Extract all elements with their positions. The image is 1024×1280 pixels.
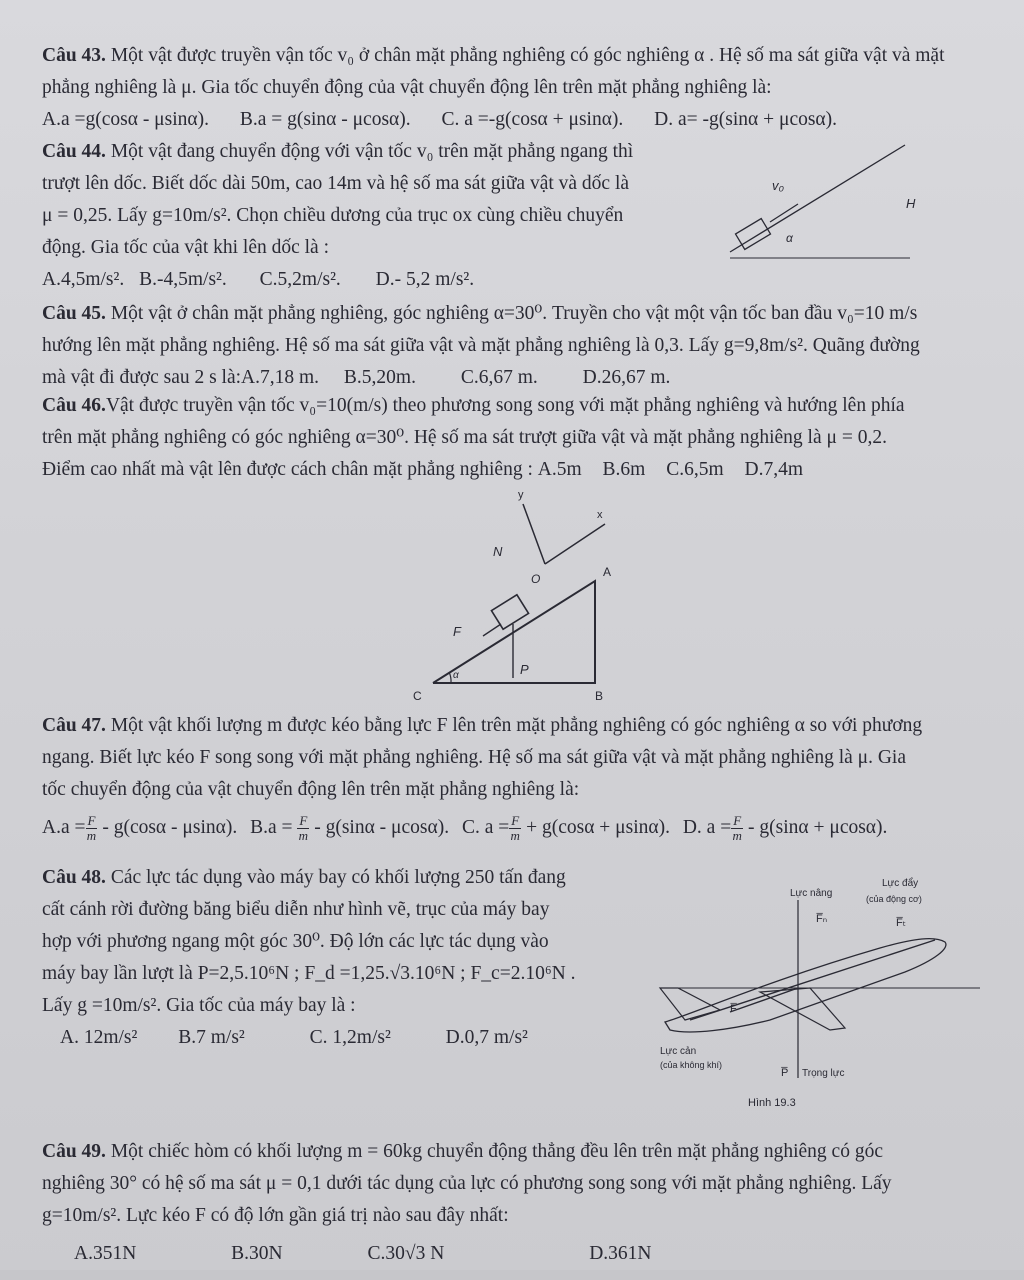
fraction-denominator: m	[298, 828, 309, 844]
option-b[interactable]: B.-4,5m/s².	[139, 269, 227, 290]
question-43-options	[42, 104, 984, 136]
option-c[interactable]: C.5,2m/s².	[259, 269, 341, 290]
drag-label: Lực cản	[660, 1046, 697, 1057]
point-c-label: C	[413, 689, 422, 703]
question-45-text-3: mà vật đi được sau 2 s là:	[42, 367, 242, 388]
question-44-text-4: động. Gia tốc của vật khi lên dốc là :	[42, 237, 329, 258]
option-b[interactable]	[250, 806, 449, 850]
question-48-text-3: hợp với phương ngang một góc 30⁰. Độ lớn các lực tác dụng vào	[42, 931, 549, 952]
fraction-numerator: F	[299, 813, 308, 829]
question-43-label: Câu 43.	[42, 45, 106, 66]
fraction	[297, 814, 309, 843]
question-47-text-1: Một vật khối lượng m được kéo bằng lực F lên trên mặt phẳng nghiêng có góc nghiêng α so với phương	[110, 715, 923, 736]
lift-label: Lực nâng	[790, 888, 833, 899]
option-a-suffix: - g(cosα - μsinα).	[102, 817, 238, 838]
question-48	[42, 862, 634, 1054]
option-c[interactable]: C. 1,2m/s²	[309, 1027, 391, 1048]
option-b[interactable]: B.30N	[231, 1243, 283, 1264]
height-label: H	[906, 196, 916, 211]
option-c[interactable]: C.30√3 N	[367, 1243, 445, 1264]
question-47	[42, 710, 984, 850]
option-c[interactable]	[462, 806, 670, 850]
incline-figure-q44	[720, 140, 920, 270]
option-c-suffix: + g(cosα + μsinα).	[526, 817, 670, 838]
force-label: F	[453, 624, 461, 639]
airplane-tail	[660, 988, 720, 1020]
question-47-options	[42, 806, 984, 850]
airplane-body	[665, 939, 946, 1032]
question-46-text-2: trên mặt phẳng nghiêng có góc nghiêng α=30⁰. Hệ số ma sát trượt giữa vật và mặt phẳng nghiêng là μ = 0,2.	[42, 427, 887, 448]
question-44-text-3: μ = 0,25. Lấy g=10m/s². Chọn chiều dương của trục ox cùng chiều chuyển	[42, 205, 624, 226]
question-49-text-2: nghiêng 30° có hệ số ma sát μ = 0,1 dưới tác dụng của lực có phương song song với mặt phẳng nghiêng. Lấy	[42, 1173, 892, 1194]
question-43-body: Một vật được truyền vận tốc v₀ ở chân mặt phẳng nghiêng có góc nghiêng α . Hệ số ma sát giữa vật và mặt phẳng nghiêng là μ. Gia tốc chuyển động của vật chuyển động lên trên mặt phẳng nghiêng là:	[42, 45, 945, 98]
drag-symbol: F̅	[730, 1003, 737, 1015]
question-43-text	[42, 40, 984, 104]
thrust-symbol: F̅ₜ	[896, 917, 906, 929]
axis-x-label: x	[597, 509, 603, 521]
angle-arc	[449, 672, 451, 683]
question-44	[42, 136, 694, 296]
thrust-label: Lực đẩy	[882, 878, 919, 889]
option-d-prefix: D. a =	[682, 817, 732, 838]
question-45-text-2: hướng lên mặt phẳng nghiêng. Hệ số ma sát giữa vật và mặt phẳng nghiêng là 0,3. Lấy g=9,8m/s². Quãng đường	[42, 335, 920, 356]
angle-label: α	[786, 231, 793, 245]
fraction-denominator: m	[86, 828, 97, 844]
option-d-suffix: - g(sinα + μcosα).	[748, 817, 888, 838]
question-46-line	[42, 390, 984, 422]
option-d[interactable]: D.- 5,2 m/s².	[375, 269, 475, 290]
question-44-text-2: trượt lên dốc. Biết dốc dài 50m, cao 14m và hệ số ma sát giữa vật và dốc là	[42, 173, 630, 194]
option-d[interactable]: D.361N	[589, 1243, 652, 1264]
question-48-options	[42, 1022, 634, 1054]
question-47-text-2: ngang. Biết lực kéo F song song với mặt phẳng nghiêng. Hệ số ma sát giữa vật và mặt phẳng nghiêng là μ. Gia	[42, 747, 906, 768]
axis-y	[523, 504, 545, 564]
question-48-text-2: cất cánh rời đường băng biểu diễn như hình vẽ, trục của máy bay	[42, 899, 550, 920]
question-49-line	[42, 1136, 984, 1168]
fraction	[86, 814, 98, 843]
question-48-text-4: máy bay lần lượt là P=2,5.10⁶N ; F_d =1,25.√3.10⁶N ; F_c=2.10⁶N .	[42, 963, 576, 984]
option-d[interactable]	[683, 806, 888, 850]
drag-note: (của không khí)	[660, 1060, 723, 1070]
option-c[interactable]: C.6,5m	[666, 459, 724, 480]
option-b[interactable]: B.a = g(sinα - μcosα).	[239, 109, 411, 130]
force-arrow	[483, 624, 501, 636]
question-48-line	[42, 862, 634, 894]
fraction-numerator: F	[511, 813, 520, 829]
question-48-text-1: Các lực tác dụng vào máy bay có khối lượng 250 tấn đang	[110, 867, 566, 888]
option-c[interactable]: C.6,67 m.	[460, 367, 538, 388]
question-48-label: Câu 48.	[42, 867, 106, 888]
question-44-options	[42, 264, 694, 296]
option-a[interactable]: A.351N	[74, 1243, 137, 1264]
option-a[interactable]: A. 12m/s²	[60, 1027, 138, 1048]
question-46-text-3: Điểm cao nhất mà vật lên được cách chân mặt phẳng nghiêng :	[42, 459, 533, 480]
weight-symbol: P̅	[781, 1067, 789, 1079]
incline-line	[730, 145, 905, 252]
question-44-line	[42, 136, 694, 168]
question-49-options	[42, 1238, 984, 1270]
option-c-prefix: C. a =	[461, 817, 510, 838]
weight-label: P	[520, 662, 529, 677]
option-d[interactable]: D. a= -g(sinα + μcosα).	[654, 109, 838, 130]
question-49-text-1: Một chiếc hòm có khối lượng m = 60kg chuyển động thẳng đều lên trên mặt phẳng nghiêng có góc	[110, 1141, 883, 1162]
question-43	[42, 40, 984, 136]
lift-symbol: F̅ₙ	[816, 913, 828, 925]
figure-caption: Hình 19.3	[748, 1097, 796, 1109]
option-b[interactable]: B.6m	[602, 459, 646, 480]
angle-label: α	[453, 670, 459, 681]
question-46-text-1: Vật được truyền vận tốc v₀=10(m/s) theo phương song song với mặt phẳng nghiêng và hướng lên phía	[105, 395, 905, 416]
weight-label: Trọng lực	[802, 1068, 845, 1079]
question-47-text-3: tốc chuyển động của vật chuyển động lên trên mặt phẳng nghiêng là:	[42, 779, 580, 800]
option-a[interactable]: A.a =g(cosα - μsinα).	[42, 109, 209, 130]
option-a[interactable]: A.7,18 m.	[241, 367, 320, 388]
question-44-text-1: Một vật đang chuyển động với vận tốc v₀ trên mặt phẳng ngang thì	[110, 141, 634, 162]
origin-label: O	[531, 572, 541, 586]
fraction	[731, 814, 743, 843]
axis-x	[545, 524, 605, 564]
option-a[interactable]	[42, 806, 237, 850]
question-46	[42, 390, 984, 486]
axis-y-label: y	[518, 489, 524, 501]
point-b-label: B	[595, 689, 604, 703]
question-45-text-1: Một vật ở chân mặt phẳng nghiêng, góc nghiêng α=30⁰. Truyền cho vật một vận tốc ban đầu v₀=10 m/s	[110, 303, 918, 324]
page-bottom-edge	[0, 1270, 1024, 1280]
fraction-denominator: m	[510, 828, 520, 844]
fraction	[509, 814, 521, 843]
option-b[interactable]: B.7 m/s²	[178, 1027, 245, 1048]
thrust-note: (của động cơ)	[866, 894, 922, 904]
option-a-prefix: A.a =	[42, 817, 86, 838]
question-47-line	[42, 710, 984, 742]
option-d[interactable]: D.0,7 m/s²	[445, 1027, 528, 1048]
normal-force-label: N	[493, 544, 503, 559]
block	[491, 595, 528, 630]
incline-figure-q46	[405, 486, 625, 708]
option-a[interactable]: A.5m	[537, 459, 582, 480]
airplane-figure	[650, 870, 990, 1120]
fraction-denominator: m	[732, 828, 742, 844]
question-49-text-3: g=10m/s². Lực kéo F có độ lớn gần giá trị nào sau đây nhất:	[42, 1205, 509, 1226]
option-b[interactable]: B.5,20m.	[343, 367, 416, 388]
option-b-suffix: - g(sinα - μcosα).	[314, 817, 450, 838]
velocity-label: v₀	[772, 178, 784, 193]
question-46-last-line	[42, 454, 984, 486]
point-a-label: A	[603, 565, 612, 579]
thrust-axis	[690, 940, 935, 1020]
option-d[interactable]: D.26,67 m.	[582, 367, 671, 388]
fraction-numerator: F	[87, 813, 96, 829]
fraction-numerator: F	[733, 813, 742, 829]
option-b-prefix: B.a =	[250, 817, 293, 838]
question-49-label: Câu 49.	[42, 1141, 106, 1162]
question-44-label: Câu 44.	[42, 141, 106, 162]
question-45-label: Câu 45.	[42, 303, 106, 324]
question-49	[42, 1136, 984, 1270]
question-45-line	[42, 298, 984, 330]
option-c[interactable]: C. a =-g(cosα + μsinα).	[441, 109, 624, 130]
question-47-label: Câu 47.	[42, 715, 106, 736]
question-46-label: Câu 46.	[42, 395, 106, 416]
option-d[interactable]: D.7,4m	[744, 459, 803, 480]
question-45	[42, 298, 984, 394]
question-48-text-5: Lấy g =10m/s². Gia tốc của máy bay là :	[42, 995, 356, 1016]
option-a[interactable]: A.4,5m/s².	[42, 269, 125, 290]
